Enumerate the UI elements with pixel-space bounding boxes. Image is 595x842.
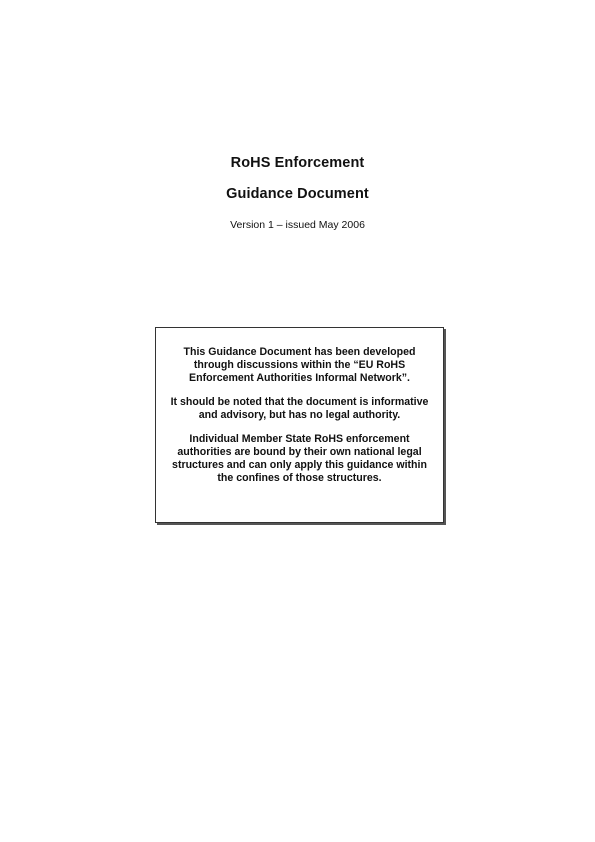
- disclaimer-paragraph-national: Individual Member State RoHS enforcement authorities are bound by their own national legal structures and can only apply this guidance within the confines of those structures.: [172, 433, 427, 484]
- disclaimer-paragraph-network: This Guidance Document has been developed through discussions within the “EU RoHS Enforcement Authorities Informal Network”.: [183, 346, 416, 384]
- document-title: RoHS Enforcement: [230, 155, 365, 171]
- version-line: Version 1 – issued May 2006: [230, 219, 365, 231]
- document-subtitle: Guidance Document: [226, 186, 369, 202]
- disclaimer-paragraph-advisory: It should be noted that the document is informative and advisory, but has no legal authority.: [170, 396, 429, 421]
- disclaimer-box: [155, 327, 444, 523]
